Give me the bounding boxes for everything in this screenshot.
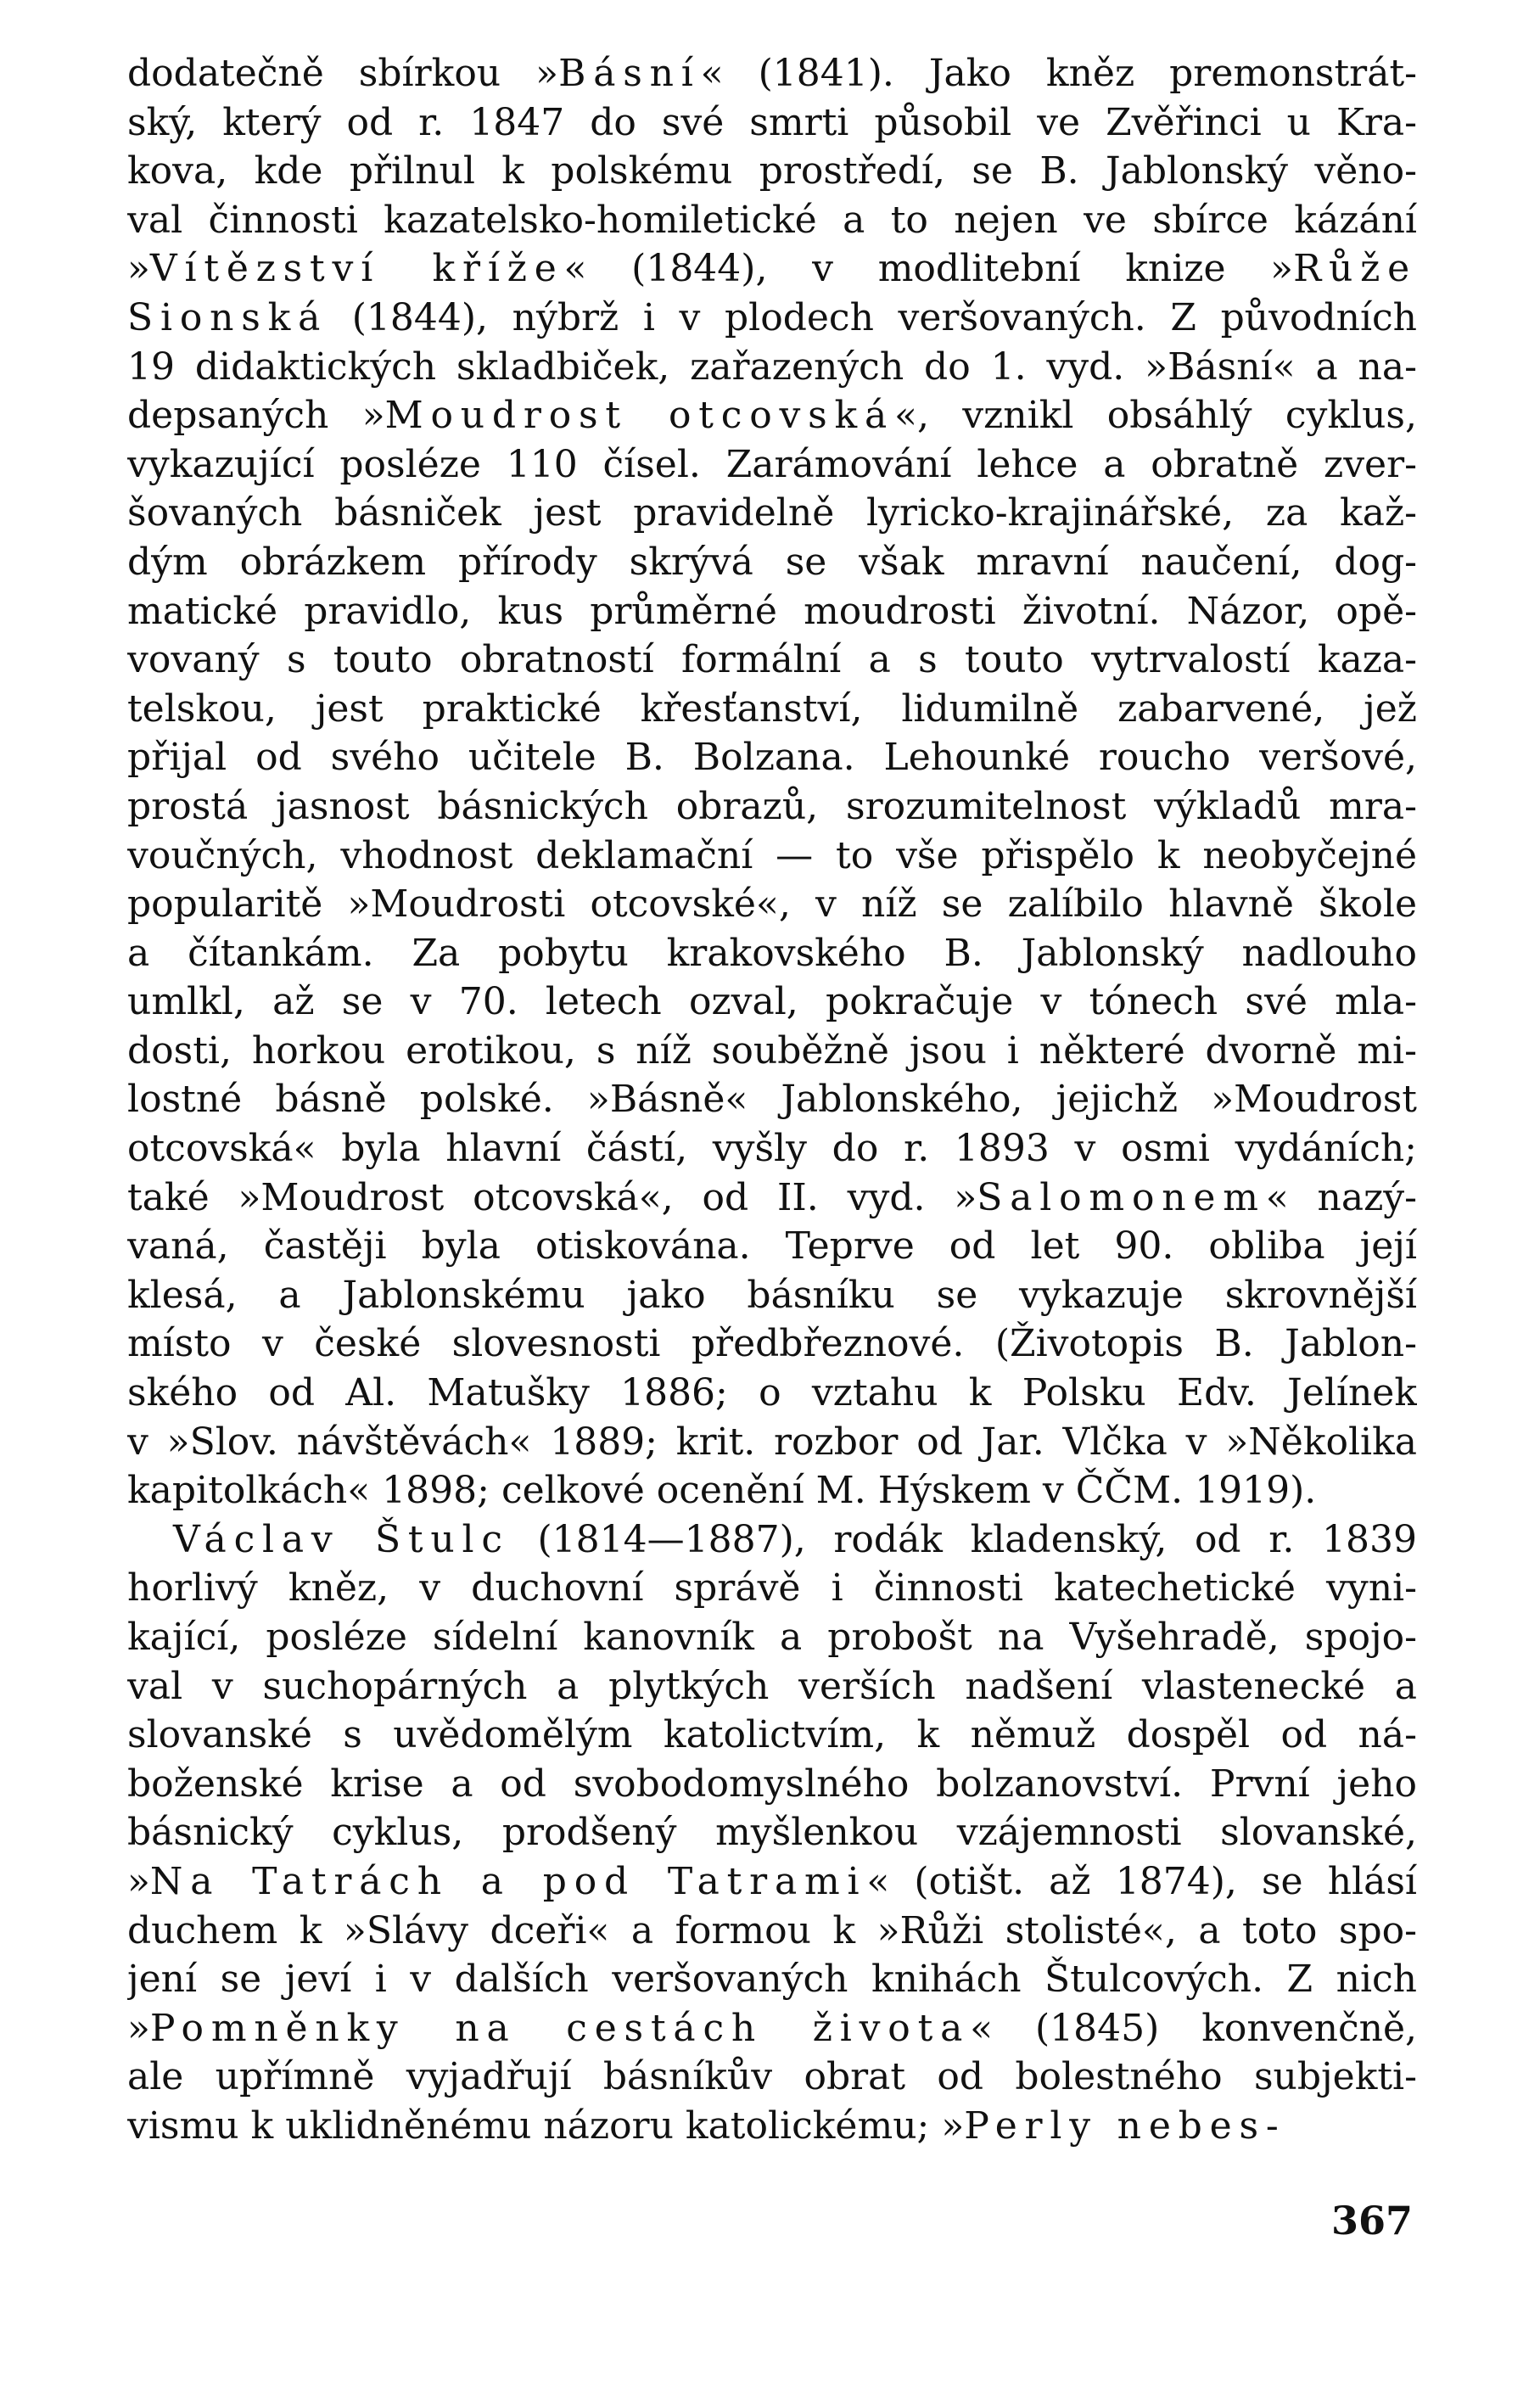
text-run: vismu k uklidněnému názoru katolickému; »: [127, 2103, 965, 2148]
text-run: val v suchopárných a plytkých verších nadšení vlastenecké a: [127, 1664, 1417, 1708]
text-run: slovanské s uvědomělým katolictvím, k němuž dospěl od ná-: [127, 1713, 1417, 1757]
text-line: [127, 1613, 1417, 1662]
spaced-title: Na Tatrách a pod Tatrami: [149, 1859, 867, 1903]
text-run: «, vznikl obsáhlý cyklus,: [894, 394, 1417, 438]
text-run: kající, posléze sídelní kanovník a probošt na Vyšehradě, spojo-: [127, 1616, 1417, 1659]
text-line: [127, 2053, 1417, 2102]
spaced-title: Moudrost otcovská: [384, 394, 895, 438]
text-run: matické pravidlo, kus průměrné moudrosti životní. Názor, opě-: [127, 589, 1417, 633]
text-line: [127, 343, 1417, 392]
text-run: »: [127, 2006, 150, 2050]
text-run: prostá jasnost básnických obrazů, srozumitelnost výkladů mra-: [127, 784, 1417, 828]
text-run: lostné básně polské. »Básně« Jablonského, jejichž »Moudrost: [127, 1078, 1417, 1122]
text-run: ský, který od r. 1847 do své smrti působil ve Zvěřinci u Kra-: [127, 100, 1417, 144]
spaced-title: Básní: [558, 52, 701, 95]
text-run: « (1845) konvenčně,: [970, 2006, 1417, 2050]
text-run: také »Moudrost otcovská«, od II. vyd. »: [127, 1175, 977, 1219]
text-run: (1844), nýbrž i v plodech veršovaných. Z původních: [328, 295, 1417, 339]
text-line: [127, 1907, 1417, 1956]
text-run: ale upřímně vyjadřují básníkův obrat od bolestného subjekti-: [127, 2055, 1417, 2099]
text-run: kapitolkách« 1898; celkové ocenění M. Hýskem v ČČM. 1919).: [127, 1469, 1317, 1513]
text-run: jení se jeví i v dalších veršovaných knihách Štulcových. Z nich: [127, 1958, 1417, 2002]
text-line: [127, 147, 1417, 196]
text-run: dým obrázkem přírody skrývá se však mravní naučení, dog-: [127, 540, 1417, 584]
text-line: [127, 1075, 1417, 1124]
text-run: « (1844), v modlitební knize »: [563, 247, 1294, 291]
text-run: umlkl, až se v 70. letech ozval, pokračuje v tónech své mla-: [127, 980, 1417, 1024]
spaced-title: Pomněnky na cestách života: [149, 2006, 971, 2050]
page-number: 367: [1330, 2198, 1413, 2243]
text-line: [127, 489, 1417, 538]
text-run: vaná, častěji byla otiskována. Teprve od let 90. obliba její: [127, 1224, 1417, 1269]
text-line: [127, 1955, 1417, 2004]
text-run: horlivý kněz, v duchovní správě i činnosti katechetické vyni-: [127, 1566, 1417, 1610]
text-run: duchem k »Slávy dceři« a formou k »Růži stolisté«, a toto spo-: [127, 1908, 1417, 1952]
text-line: [127, 929, 1417, 978]
text-run: ského od Al. Matušky 1886; o vztahu k Polsku Edv. Jelínek: [127, 1371, 1417, 1415]
text-run: boženské krise a od svobodomyslného bolzanovství. První jeho: [127, 1762, 1417, 1806]
text-line: [127, 1515, 1417, 1565]
text-run: přijal od svého učitele B. Bolzana. Lehounké roucho veršové,: [127, 736, 1417, 780]
text-run: a čítankám. Za pobytu krakovského B. Jablonský nadlouho: [127, 931, 1417, 975]
text-line: [127, 782, 1417, 832]
text-line: [127, 880, 1417, 929]
text-line: [127, 636, 1417, 685]
text-run: « (otišt. až 1874), se hlásí: [866, 1859, 1417, 1903]
text-run: val činnosti kazatelsko-homiletické a to nejen ve sbírce kázání: [127, 198, 1417, 242]
text-run: »: [127, 247, 150, 291]
text-run: vykazující posléze 110 čísel. Zarámování lehce a obratně zver-: [127, 442, 1417, 486]
text-line: [127, 1271, 1417, 1320]
text-run: (1814—1887), rodák kladenský, od r. 1839: [509, 1517, 1417, 1561]
text-run: « (1841). Jako kněz premonstrát-: [700, 52, 1417, 95]
text-line: [127, 294, 1417, 343]
text-run: v »Slov. návštěvách« 1889; krit. rozbor od Jar. Vlčka v »Několika: [127, 1420, 1417, 1464]
text-line: [127, 1662, 1417, 1711]
text-run: básnický cyklus, prodšený myšlenkou vzájemnosti slovanské,: [127, 1811, 1417, 1855]
spaced-title: Perly nebes-: [964, 2103, 1286, 2148]
text-line: [127, 1466, 1417, 1515]
text-line: [127, 587, 1417, 636]
text-run: voučných, vhodnost deklamační — to vše přispělo k neobyčejné: [127, 833, 1417, 877]
text-line: [127, 1319, 1417, 1369]
text-run: otcovská« byla hlavní částí, vyšly do r. 1893 v osmi vydáních;: [127, 1127, 1417, 1171]
text-run: 19 didaktických skladbiček, zařazených do 1. vyd. »Básní« a na-: [127, 344, 1417, 389]
text-run: šovaných básniček jest pravidelně lyricko-krajinářské, za kaž-: [127, 491, 1417, 535]
text-line: [127, 1222, 1417, 1271]
text-run: dosti, horkou erotikou, s níž souběžně jsou i některé dvorně mi-: [127, 1028, 1417, 1073]
text-run: klesá, a Jablonskému jako básníku se vykazuje skrovnější: [127, 1273, 1417, 1317]
body-text: [127, 49, 1417, 2151]
text-line: [127, 1564, 1417, 1613]
text-line: [127, 49, 1417, 98]
text-line: [127, 1760, 1417, 1809]
text-run: kova, kde přilnul k polskému prostředí, se B. Jablonský věno-: [127, 149, 1417, 193]
text-line: [127, 733, 1417, 782]
text-run: « nazý-: [1265, 1175, 1417, 1219]
text-line: [127, 2004, 1417, 2053]
text-run: vovaný s touto obratností formální a s touto vytrvalostí kaza-: [127, 638, 1417, 682]
text-line: [127, 977, 1417, 1027]
text-line: [127, 1027, 1417, 1076]
text-line: [127, 1711, 1417, 1760]
text-line: [127, 196, 1417, 245]
text-line: [127, 1124, 1417, 1173]
spaced-title: Růže: [1293, 247, 1417, 291]
text-line: [127, 538, 1417, 587]
text-run: místo v české slovesnosti předbřeznové. (Životopis B. Jablon-: [127, 1322, 1417, 1366]
text-run: popularitě »Moudrosti otcovské«, v níž se zalíbilo hlavně škole: [127, 882, 1417, 927]
text-line: [127, 440, 1417, 490]
text-line: [127, 2102, 1417, 2151]
text-line: [127, 832, 1417, 881]
text-line: [127, 98, 1417, 148]
text-line: [127, 1808, 1417, 1857]
spaced-title: Václav Štulc: [173, 1517, 510, 1561]
text-run: dodatečně sbírkou »: [127, 52, 559, 95]
text-line: [127, 685, 1417, 734]
spaced-title: Sionská: [127, 295, 328, 339]
text-run: »: [127, 1859, 150, 1903]
text-run: telskou, jest praktické křesťanství, lidumilně zabarvené, jež: [127, 686, 1417, 731]
text-line: [127, 1418, 1417, 1467]
text-line: [127, 1173, 1417, 1223]
text-line: [127, 1369, 1417, 1418]
text-line: [127, 244, 1417, 294]
spaced-title: Vítězství kříže: [149, 247, 564, 291]
text-run: depsaných »: [127, 394, 385, 438]
text-line: [127, 391, 1417, 440]
text-line: [127, 1857, 1417, 1907]
spaced-title: Salomonem: [977, 1175, 1266, 1219]
